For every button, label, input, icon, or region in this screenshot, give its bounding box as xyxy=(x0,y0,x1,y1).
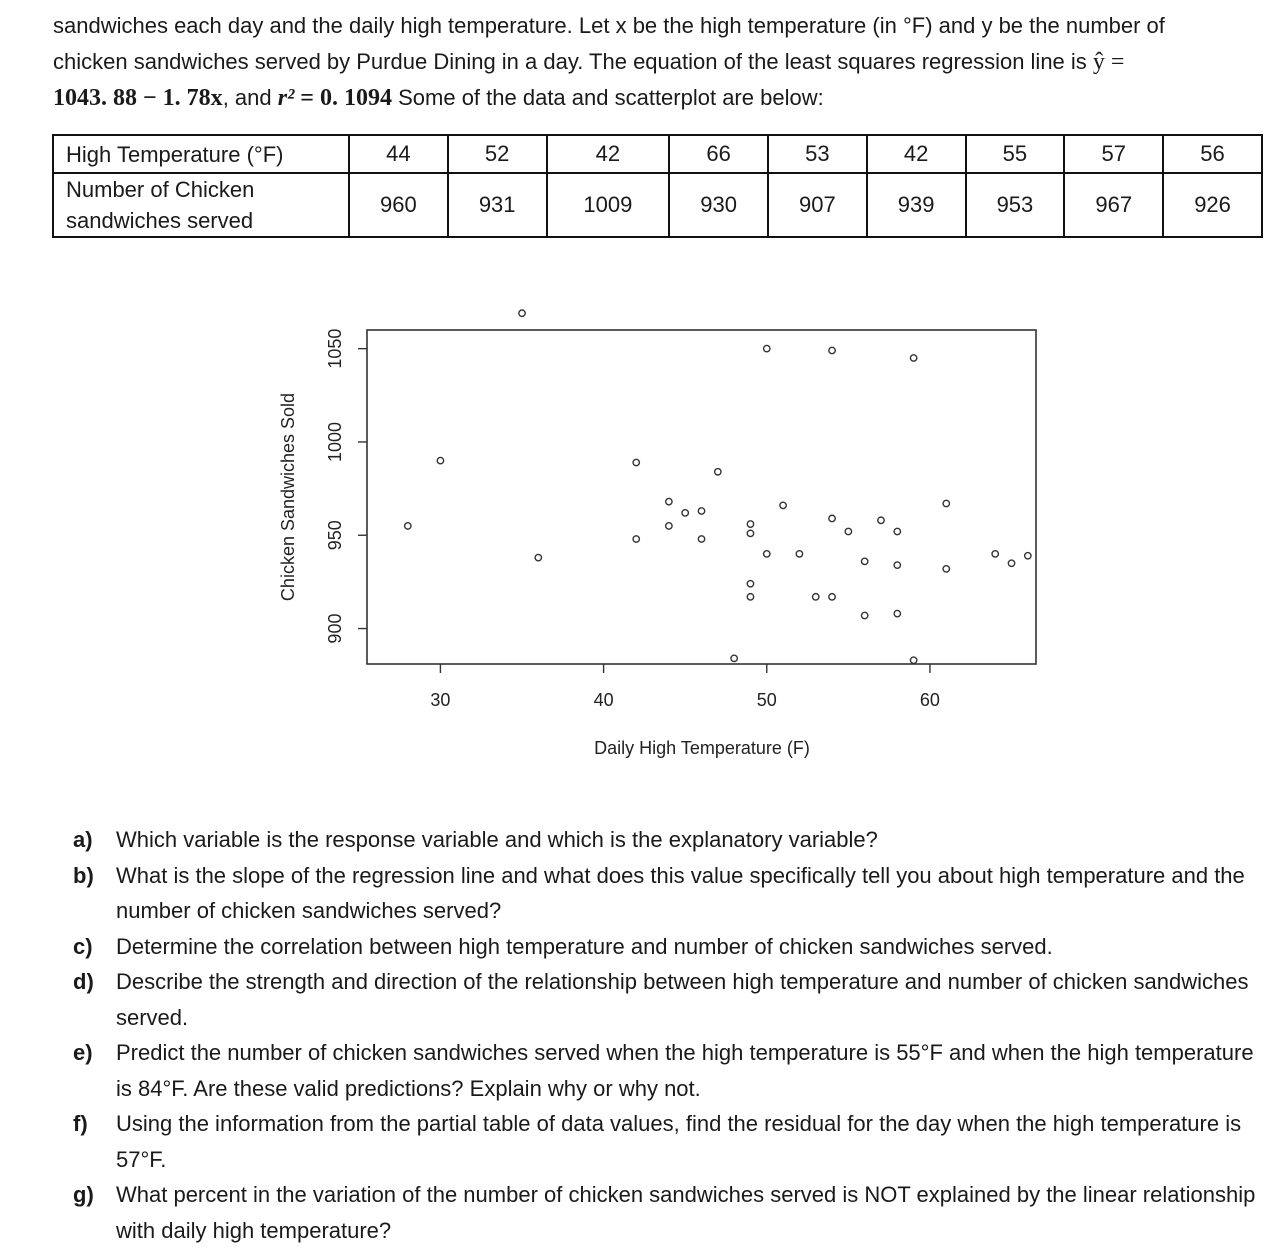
data-point xyxy=(829,594,835,600)
data-point xyxy=(747,530,753,536)
question-label: a) xyxy=(73,827,93,852)
x-tick-label: 60 xyxy=(919,690,940,710)
intro-line-3-tail: Some of the data and scatterplot are below: xyxy=(398,85,824,110)
temperature-cell: 55 xyxy=(966,135,1065,173)
data-point xyxy=(747,581,753,587)
sandwiches-cell: 953 xyxy=(966,173,1065,237)
data-point xyxy=(633,459,639,465)
temperature-cell: 56 xyxy=(1163,135,1262,173)
question-text: What percent in the variation of the number of chicken sandwiches served is NOT explained by the linear relationship with daily high temperature? xyxy=(116,1182,1256,1243)
data-point xyxy=(910,355,916,361)
sandwiches-cell: 1009 xyxy=(547,173,670,237)
data-point xyxy=(747,594,753,600)
question-text: Determine the correlation between high temperature and number of chicken sandwiches served. xyxy=(116,933,1053,959)
sandwiches-cell: 926 xyxy=(1163,173,1262,237)
data-point xyxy=(1025,553,1031,559)
question-label: c) xyxy=(73,933,93,959)
data-point xyxy=(682,510,688,516)
question-text: Using the information from the partial table of data values, find the residual for the day when the high temperature is 57°F. xyxy=(116,1111,1242,1172)
data-point xyxy=(780,502,786,508)
data-point xyxy=(747,521,753,527)
data-point xyxy=(813,594,819,600)
data-point xyxy=(764,345,770,351)
sandwiches-cell: 939 xyxy=(867,173,966,237)
data-points xyxy=(405,310,1031,663)
data-point xyxy=(943,566,949,572)
regression-equation: 1043. 88 − 1. 78x xyxy=(53,85,223,111)
sandwiches-header: Number of Chicken sandwiches served xyxy=(53,173,349,237)
data-point xyxy=(764,551,770,557)
data-point xyxy=(535,554,541,560)
yhat-symbol: ŷ = xyxy=(1092,49,1125,75)
data-point xyxy=(992,551,998,557)
y-axis xyxy=(325,329,367,644)
question-item xyxy=(73,1177,1263,1248)
y-tick-label: 1050 xyxy=(325,328,345,369)
sandwiches-cell: 960 xyxy=(349,173,448,237)
question-text: Predict the number of chicken sandwiches served when the high temperature is 55°F and when the high temperature is 84°F. Are these valid predictions? Explain why or why not. xyxy=(116,1040,1254,1101)
temperature-header: High Temperature (°F) xyxy=(53,135,349,173)
question-label: e) xyxy=(73,1040,93,1065)
data-point xyxy=(796,551,802,557)
question-item xyxy=(73,858,1263,929)
data-point xyxy=(894,528,900,534)
data-point xyxy=(1008,560,1014,566)
data-point xyxy=(910,657,916,663)
temperature-cell: 44 xyxy=(349,135,448,173)
data-point xyxy=(861,558,867,564)
data-point xyxy=(829,515,835,521)
question-item xyxy=(73,1035,1263,1106)
temperature-cell: 42 xyxy=(867,135,966,173)
question-text: Describe the strength and direction of the relationship between high temperature and number of chicken sandwiches served. xyxy=(116,969,1249,1030)
x-tick-label: 40 xyxy=(593,690,614,710)
data-point xyxy=(666,523,672,529)
question-label: g) xyxy=(73,1182,94,1207)
sandwiches-cell: 967 xyxy=(1064,173,1163,237)
data-point xyxy=(731,655,737,661)
question-item xyxy=(73,1106,1263,1177)
data-point xyxy=(698,536,704,542)
data-point xyxy=(943,500,949,506)
question-text: What is the slope of the regression line and what does this value specifically tell you about high temperature and the number of chicken sandwiches served? xyxy=(116,862,1245,923)
data-point xyxy=(715,469,721,475)
plot-frame xyxy=(367,330,1036,664)
data-point xyxy=(878,517,884,523)
x-axis-label: Daily High Temperature (F) xyxy=(594,738,810,758)
y-tick-label: 1000 xyxy=(325,421,345,462)
question-text: Which variable is the response variable and which is the explanatory variable? xyxy=(116,827,878,852)
temperature-cell: 42 xyxy=(547,135,670,173)
x-tick-label: 30 xyxy=(430,690,451,710)
r-squared: r² = 0. 1094 xyxy=(277,85,392,111)
y-axis-label: Chicken Sandwiches Sold xyxy=(278,392,298,602)
intro-line-1: sandwiches each day and the daily high temperature. Let x be the high temperature (in °F) and y be the number of xyxy=(53,13,1165,38)
temperature-cell: 53 xyxy=(768,135,867,173)
data-point xyxy=(829,347,835,353)
data-point xyxy=(698,508,704,514)
y-tick-label: 900 xyxy=(325,613,345,644)
sandwiches-cell: 907 xyxy=(768,173,867,237)
data-point xyxy=(845,528,851,534)
sandwiches-cell: 930 xyxy=(669,173,768,237)
x-tick-label: 50 xyxy=(756,690,777,710)
data-point xyxy=(519,310,525,316)
data-point xyxy=(405,523,411,529)
question-label: d) xyxy=(73,969,94,994)
temperature-cell: 57 xyxy=(1064,135,1163,173)
and-text: , and xyxy=(222,85,272,110)
data-point xyxy=(437,457,443,463)
y-tick-label: 950 xyxy=(325,520,345,551)
question-item xyxy=(73,929,1263,965)
x-axis xyxy=(430,664,940,710)
temperature-cell: 52 xyxy=(448,135,547,173)
intro-line-2-text: chicken sandwiches served by Purdue Dining in a day. The equation of the least squares regression line is xyxy=(53,49,1087,74)
data-point xyxy=(894,562,900,568)
question-item xyxy=(73,822,1263,858)
data-point xyxy=(633,536,639,542)
temperature-cell: 66 xyxy=(669,135,768,173)
sandwiches-cell: 931 xyxy=(448,173,547,237)
data-point xyxy=(894,610,900,616)
question-item xyxy=(73,964,1263,1035)
question-label: f) xyxy=(73,1111,88,1136)
question-list xyxy=(73,822,1263,1248)
data-point xyxy=(861,612,867,618)
data-point xyxy=(666,498,672,504)
question-label: b) xyxy=(73,862,94,888)
